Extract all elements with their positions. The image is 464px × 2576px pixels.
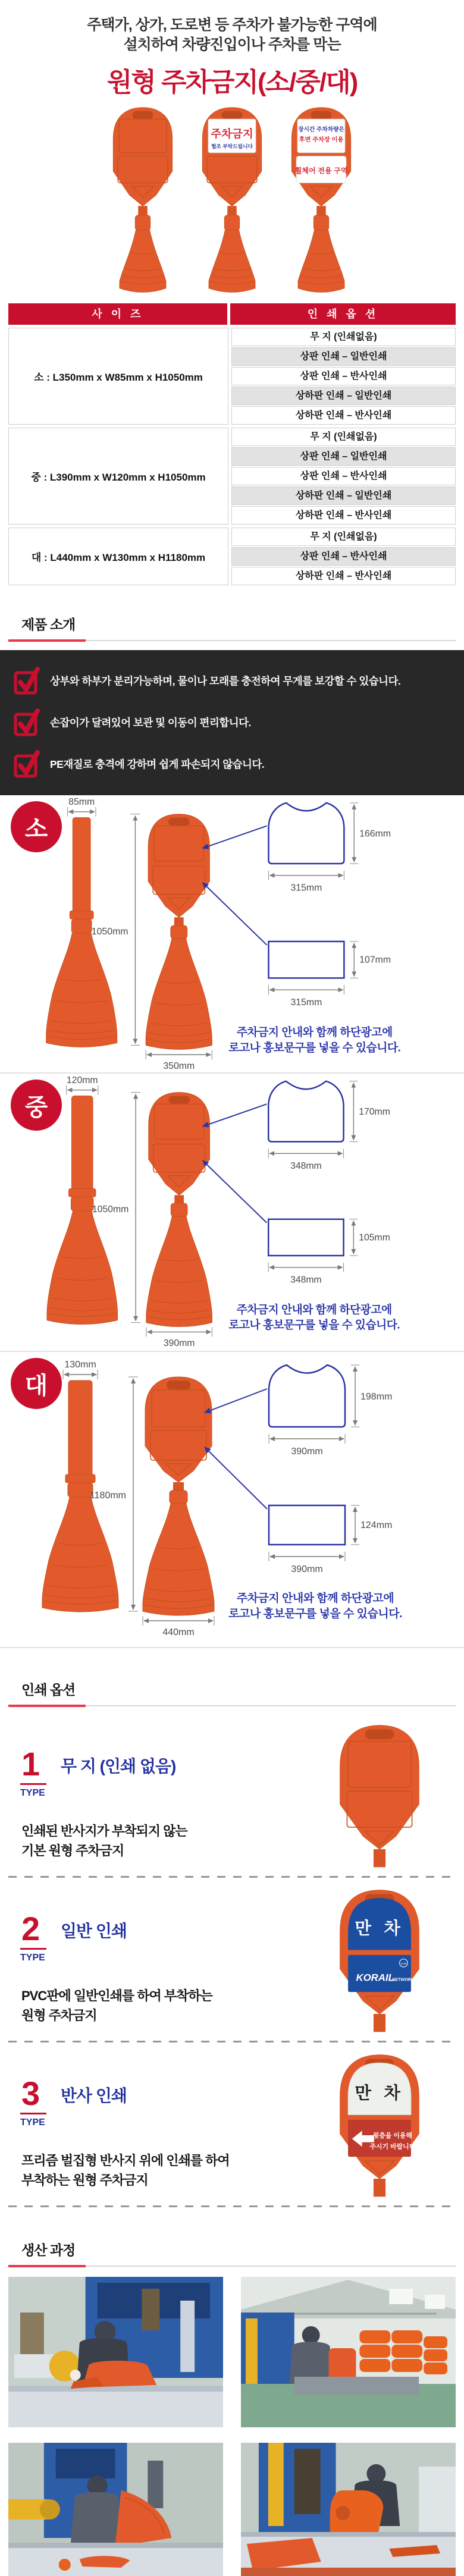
type3-sign-text: 만 차 <box>355 2084 405 2103</box>
option-cell: 상하판 인쇄 – 반사인쇄 <box>231 567 456 585</box>
checkbox-icon <box>13 666 40 695</box>
type3-sign-reflective <box>320 2051 439 2201</box>
section-rule <box>8 639 456 642</box>
type-label: TYPE <box>20 1788 45 1798</box>
section-title-production: 생산 과정 <box>21 2242 76 2258</box>
production-photo-3 <box>8 2443 223 2576</box>
type-label: TYPE <box>20 2117 45 2128</box>
dim-top-panel-height: 166mm <box>359 829 391 839</box>
dim-top-panel-width: 348mm <box>290 1160 322 1171</box>
dim-bottom-panel-height: 124mm <box>360 1520 393 1530</box>
hero-sign-printed-text1: 주차금지 <box>211 127 253 140</box>
hero-sign-reflective-text3: 휠체어 전용 구역 <box>294 166 348 175</box>
size-diagram-small <box>0 795 464 1072</box>
type2-ccm-badge: ccm <box>400 1962 406 1966</box>
hero-product-images <box>0 102 464 303</box>
column-header-print-options: 인 쇄 옵 션 <box>230 303 456 325</box>
dim-base-width: 350mm <box>163 1061 195 1072</box>
print-type-1 <box>8 1713 456 1878</box>
dim-top-panel-width: 315mm <box>290 883 322 893</box>
intro-feature-box <box>0 650 464 795</box>
type-number: 2 <box>21 1910 40 1947</box>
feature-text: 손잡이가 달려있어 보관 및 이동이 편리합니다. <box>50 716 251 729</box>
dim-top-panel-height: 170mm <box>359 1107 390 1118</box>
dashed-divider <box>8 2205 456 2207</box>
feature-text: 상부와 하부가 분리가능하며, 물이나 모래를 충전하여 무게를 보강할 수 있습니다. <box>50 674 401 687</box>
option-cell: 상판 인쇄 – 반사인쇄 <box>231 367 456 385</box>
type-title: 무 지 (인쇄 없음) <box>61 1757 176 1775</box>
print-options-section <box>0 1647 464 2207</box>
type-description: 프리즘 벌집형 반사지 위에 인쇄를 하여 부착하는 원형 주차금지 <box>21 2153 230 2188</box>
option-cell: 상판 인쇄 – 일반인쇄 <box>231 447 456 466</box>
dim-bottom-panel-width: 348mm <box>290 1275 322 1285</box>
type-description: 인쇄된 반사지가 부착되지 않는 기본 원형 주차금지 <box>21 1824 187 1858</box>
type-number-rule <box>20 2113 46 2114</box>
page-subtitle-line1: 주택가, 상가, 도로변 등 주차가 불가능한 구역에 <box>87 17 377 33</box>
spec-table <box>8 303 456 585</box>
dim-top-panel-width: 390mm <box>291 1447 323 1457</box>
section-rule <box>8 1705 456 1707</box>
type2-sign-printed <box>320 1886 439 2036</box>
production-photo-1 <box>8 2277 223 2427</box>
print-type-2 <box>8 1878 456 2042</box>
size-cell-medium: 중 : L390mm x W120mm x H1050mm <box>8 428 228 525</box>
feature-item <box>13 666 451 695</box>
ad-note-line1: 주차금지 안내와 함께 하단광고에 <box>236 1025 393 1038</box>
type-label: TYPE <box>20 1953 45 1963</box>
ad-note-line2: 로고나 홍보문구를 넣을 수 있습니다. <box>228 1608 402 1620</box>
option-cell: 상판 인쇄 – 일반인쇄 <box>231 347 456 366</box>
size-badge-medium: 중 <box>11 1080 62 1131</box>
production-photo-grid <box>8 2277 456 2576</box>
dim-bottom-panel-height: 105mm <box>359 1232 390 1243</box>
size-cell-large: 대 : L440mm x W130mm x H1180mm <box>8 528 228 585</box>
type2-sign-text: 만 차 <box>355 1919 405 1938</box>
checkbox-icon <box>13 707 40 737</box>
dim-base-width: 440mm <box>162 1627 195 1637</box>
option-cell: 무 지 (인쇄없음) <box>231 528 456 546</box>
type2-brand-networks: NETWORKS <box>392 1977 417 1982</box>
hero-sign-plain <box>99 102 186 300</box>
hero-sign-printed <box>189 102 275 300</box>
hero-sign-reflective-text1: 장시간 주차차량은 <box>298 126 344 133</box>
ad-note-line2: 로고나 홍보문구를 넣을 수 있습니다. <box>228 1318 400 1331</box>
ad-note-line1: 주차금지 안내와 함께 하단광고에 <box>236 1303 392 1316</box>
column-header-size: 사 이 즈 <box>8 303 227 325</box>
page-subtitle-line2: 설치하여 차량진입이나 주차를 막는 <box>123 36 341 53</box>
type3-sign-bottom-line1: 윗층을 이용해 <box>372 2132 412 2140</box>
type-number: 1 <box>21 1745 40 1783</box>
option-cell: 상하판 인쇄 – 반사인쇄 <box>231 506 456 525</box>
ad-note-line1: 주차금지 안내와 함께 하단광고에 <box>236 1592 394 1605</box>
section-title-intro: 제품 소개 <box>21 617 76 632</box>
dim-top-panel-height: 198mm <box>360 1392 393 1402</box>
type-number: 3 <box>21 2075 40 2112</box>
dim-side-width: 130mm <box>64 1360 96 1370</box>
section-title-print-options: 인쇄 옵션 <box>21 1682 76 1698</box>
page-title: 원형 주차금지(소/중/대) <box>106 68 358 97</box>
option-cell: 무 지 (인쇄없음) <box>231 328 456 346</box>
type-title: 일반 인쇄 <box>61 1922 127 1940</box>
type-number-rule <box>20 1783 46 1785</box>
hero-sign-reflective-text2: 후면 주차장 이용 <box>299 137 344 144</box>
production-section <box>0 2239 464 2576</box>
size-diagram-drawing <box>0 1074 464 1350</box>
dim-bottom-panel-height: 107mm <box>359 955 391 965</box>
size-diagram-drawing <box>0 1352 464 1643</box>
option-cell: 상하판 인쇄 – 일반인쇄 <box>231 387 456 405</box>
table-row-medium <box>8 428 456 525</box>
option-cell: 상판 인쇄 – 반사인쇄 <box>231 547 456 566</box>
hero-sign-printed-text2: 협조 부탁드립니다 <box>211 143 253 149</box>
size-badge-small: 소 <box>11 801 62 852</box>
section-rule <box>8 2265 456 2267</box>
type2-brand-korail: KORAIL <box>356 1972 394 1984</box>
production-photo-4 <box>241 2443 456 2576</box>
dim-height: 1050mm <box>92 1204 129 1215</box>
option-cell: 상하판 인쇄 – 일반인쇄 <box>231 487 456 505</box>
dim-bottom-panel-width: 390mm <box>291 1564 323 1574</box>
ad-note-line2: 로고나 홍보문구를 넣을 수 있습니다. <box>228 1041 401 1054</box>
dim-side-width: 120mm <box>66 1075 98 1085</box>
table-row-large <box>8 528 456 585</box>
size-diagram-drawing <box>0 795 464 1072</box>
type-description: PVC판에 일반인쇄를 하여 부착하는 원형 주차금지 <box>21 1988 212 2023</box>
size-diagram-large <box>0 1351 464 1645</box>
dim-side-width: 85mm <box>68 796 95 807</box>
feature-item <box>13 749 451 779</box>
table-row-small <box>8 328 456 425</box>
type-number-rule <box>20 1948 46 1950</box>
option-cell: 무 지 (인쇄없음) <box>231 428 456 446</box>
hero-sign-reflective <box>278 102 365 300</box>
spec-table-header <box>8 303 456 325</box>
size-cell-small: 소 : L350mm x W85mm x H1050mm <box>8 328 228 425</box>
size-diagram-medium <box>0 1072 464 1351</box>
dim-height: 1180mm <box>89 1491 126 1501</box>
option-cell: 상판 인쇄 – 반사인쇄 <box>231 467 456 485</box>
dim-bottom-panel-width: 315mm <box>290 997 322 1008</box>
type1-sign-plain <box>320 1721 439 1871</box>
production-photo-2 <box>241 2277 456 2427</box>
print-type-3 <box>8 2042 456 2207</box>
checkbox-icon <box>13 749 40 779</box>
type-title: 반사 인쇄 <box>61 2086 127 2105</box>
size-badge-large: 대 <box>11 1358 62 1409</box>
feature-text: PE재질로 충격에 강하며 쉽게 파손되지 않습니다. <box>50 758 265 770</box>
dim-height: 1050mm <box>91 926 128 937</box>
option-cell: 상하판 인쇄 – 반사인쇄 <box>231 406 456 425</box>
dim-base-width: 390mm <box>163 1338 195 1349</box>
feature-item <box>13 707 451 737</box>
page-header <box>0 0 464 99</box>
type3-sign-bottom-line2: 주시기 바랍니다 <box>369 2143 416 2151</box>
